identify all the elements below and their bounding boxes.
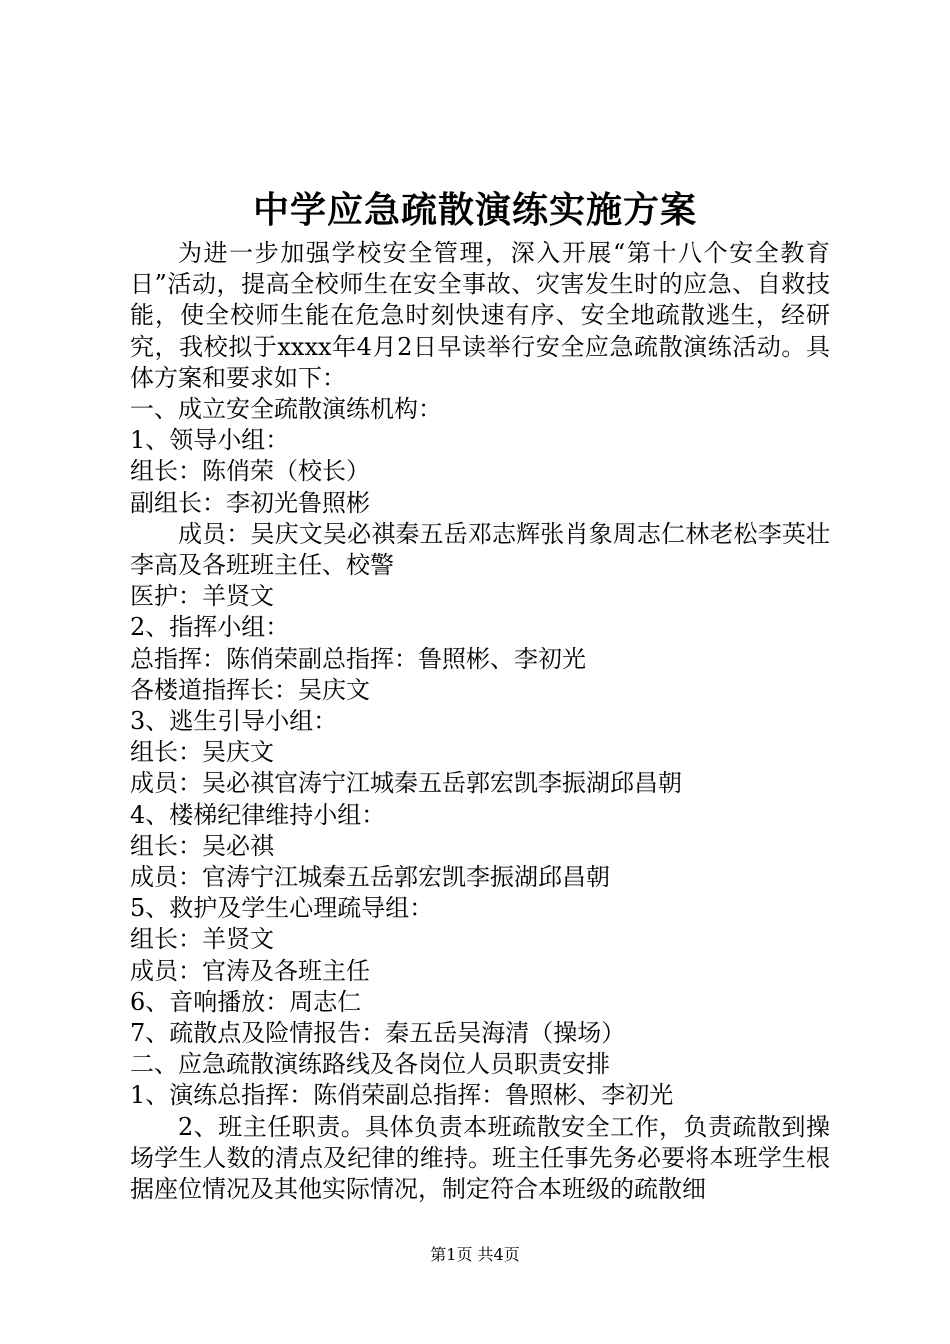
intro-paragraph: 为进一步加强学校安全管理，深入开展“第十八个安全教育日”活动，提高全校师生在安全事故、灾害发生时的应急、自救技能，使全校师生能在危急时刻快速有序、安全地疏散逃生，经研究，我校拟于xxxx年4月2日早读举行安全应急疏散演练活动。具体方案和要求如下： xyxy=(130,239,830,392)
group-3-leader: 组长：吴庆文 xyxy=(130,738,274,767)
group-1-deputy: 副组长：李初光鲁照彬 xyxy=(130,488,370,517)
group-2-commander: 总指挥：陈俏荣副总指挥：鲁照彬、李初光 xyxy=(130,644,586,673)
group-2-title: 2、指挥小组： xyxy=(130,613,290,642)
section-2-item-2: 2、班主任职责。具体负责本班疏散安全工作，负责疏散到操场学生人数的清点及纪律的维持。班主任事先务必要将本班学生根据座位情况及其他实际情况，制定符合本班级的疏散细 xyxy=(130,1112,830,1204)
document-title: 中学应急疏散演练实施方案 xyxy=(252,189,697,231)
section-heading-1: 一、成立安全疏散演练机构： xyxy=(130,395,442,424)
group-2-floor-commander: 各楼道指挥长：吴庆文 xyxy=(130,675,370,704)
document-body xyxy=(130,238,830,1205)
group-4-leader: 组长：吴必祺 xyxy=(130,831,274,860)
page-footer: 第1页 共4页 xyxy=(430,1245,520,1264)
group-6-audio: 6、音响播放：周志仁 xyxy=(130,987,362,1016)
group-7-evacuation-point: 7、疏散点及险情报告：秦五岳吴海清（操场） xyxy=(130,1019,626,1048)
group-3-title: 3、逃生引导小组： xyxy=(130,707,338,736)
group-4-title: 4、楼梯纪律维持小组： xyxy=(130,800,386,829)
group-1-title: 1、领导小组： xyxy=(130,426,290,455)
group-5-title: 5、救护及学生心理疏导组： xyxy=(130,894,434,923)
group-3-members: 成员：吴必祺官涛宁江城秦五岳郭宏凯李振湖邱昌朝 xyxy=(130,769,682,798)
section-2-item-1: 1、演练总指挥：陈俏荣副总指挥：鲁照彬、李初光 xyxy=(130,1081,674,1110)
group-5-leader: 组长：羊贤文 xyxy=(130,925,274,954)
section-heading-2: 二、应急疏散演练路线及各岗位人员职责安排 xyxy=(130,1050,610,1079)
group-1-members: 成员：吴庆文吴必祺秦五岳邓志辉张肖象周志仁林老松李英壮李高及各班班主任、校警 xyxy=(130,519,830,580)
group-1-medic: 医护：羊贤文 xyxy=(130,582,274,611)
group-4-members: 成员：官涛宁江城秦五岳郭宏凯李振湖邱昌朝 xyxy=(130,863,610,892)
group-1-leader: 组长：陈俏荣（校长） xyxy=(130,457,370,486)
group-5-members: 成员：官涛及各班主任 xyxy=(130,956,370,985)
